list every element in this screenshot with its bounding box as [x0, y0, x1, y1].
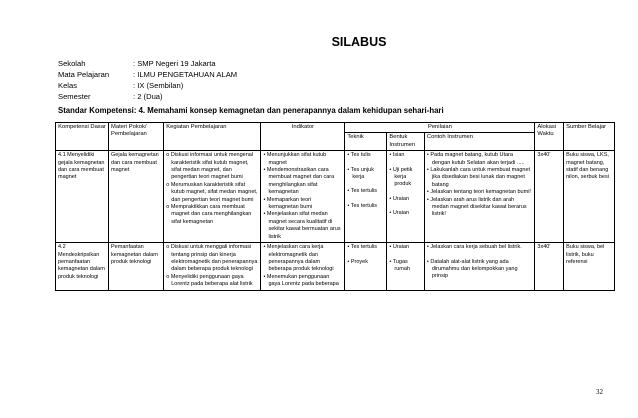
info-key: Semester [58, 92, 91, 101]
info-key: Kelas [58, 81, 77, 90]
info-row-semester [58, 91, 237, 102]
info-key: Mata Pelajaran [58, 70, 110, 79]
header-kegiatan: Kegiatan Pembelajaran [164, 123, 261, 151]
header-materi: Materi Pokok/ Pembelajaran [109, 123, 164, 151]
kegiatan-cell [164, 151, 261, 243]
info-value: : SMP Negeri 19 Jakarta [133, 59, 216, 68]
header-row [56, 123, 615, 133]
list-item: • Tes unjuk kerja [347, 166, 374, 181]
page-title: SILABUS [331, 35, 387, 49]
list-item: o Menyelidiki penggunaan gaya Lorentz pada beberapa alat listrik [166, 273, 253, 288]
header-kompetensi: Kompetensi Dasar [56, 123, 109, 151]
list-item: • Uraian [389, 244, 410, 251]
indikator-cell [261, 243, 345, 290]
kompetensi-cell: 4.2 Mendeskripsikan pemanfaatan kemagnetan dalam produk teknologi [56, 243, 109, 290]
bentuk-cell [387, 243, 425, 290]
list-item: o Diskusi informasi untuk mengenal karakteristik sifat kutub magnet, sifat medan magnet, dan pengertian teori magnet bumi [166, 152, 254, 181]
standar-kompetensi: Standar Kompetensi: 4. Memahami konsep kemagnetan dan penerapannya dalam kehidupan sehari-hari [58, 106, 444, 115]
list-item: • Pada magnet batang, kutub Utara dengan kutub Selatan akan terjadi ..... [426, 152, 525, 166]
syllabus-table [55, 122, 615, 291]
list-item: • Uraian [389, 210, 410, 217]
alokasi-cell: 3x40' [535, 243, 564, 290]
list-item: • Memaparkan teori kemagnetan bumi [263, 196, 313, 211]
list-item: • Mendemonstrasikan cara membuat magnet dan cara menghilangkan sifat kemagnetan [263, 167, 335, 196]
list-item: • Menjelaskan sifat medan magnet secara kualitatif di sekitar kawat bermuatan arus listrik [263, 211, 341, 240]
teknik-cell [345, 243, 387, 290]
info-value: : IX (Sembilan) [133, 81, 184, 90]
header-penilaian: Penilaian [345, 123, 535, 133]
teknik-cell [345, 151, 387, 243]
table-row [56, 243, 615, 290]
list-item: • Uraian [389, 195, 410, 202]
materi-cell: Pemanfaatan kemagnetan dalam produk teknologi [109, 243, 164, 290]
list-item: • Tes tertulis [347, 202, 378, 209]
list-item: • Tes tertulis [347, 244, 378, 251]
list-item: • Jelaskan arah arus listrik dan arah medan magnet disekitar kawat berarus listrik! [426, 196, 527, 218]
list-item: • Uji petik kerja produk [389, 166, 413, 188]
info-row-sekolah [58, 58, 237, 69]
info-value: : 2 (Dua) [133, 92, 163, 101]
sumber-cell: Buku siswa, LKS, magnet batang, statif dan benang nilon, serbuk besi [564, 151, 615, 243]
page-number: 32 [596, 388, 603, 396]
info-row-mapel [58, 69, 237, 80]
contoh-cell [424, 151, 535, 243]
kegiatan-cell [164, 243, 261, 290]
list-item: o Merumuskan karakteristik sifat kutub magnet, sifat medan magnet, dan pengertian teori magnet bumi [166, 181, 258, 203]
school-info [58, 58, 237, 102]
header-sumber: Sumber Belajar [564, 123, 615, 151]
list-item: • Isian [389, 152, 405, 159]
contoh-cell [424, 243, 535, 290]
header-indikator: Indikator [261, 123, 345, 151]
list-item: • Tes tertulis [347, 188, 378, 195]
list-item: • Jelaskan cara kerja sebuah bel listrik. [426, 244, 522, 251]
list-item: o Mempraktikkan cara membuat magnet dan cara menghilangkan sifat kemagnetan [166, 204, 252, 225]
header-bentuk: Bentuk Instrumen [387, 133, 425, 151]
list-item: • Menjelaskan cara kerja elektromagnetik dan penerapannya dalam beberapa produk teknologi [263, 244, 334, 273]
materi-cell: Gejala kemagnetan dan cara membuat magnet [109, 151, 164, 243]
bentuk-cell [387, 151, 425, 243]
info-value: : ILMU PENGETAHUAN ALAM [133, 70, 238, 79]
list-item: • Tes tulis [347, 152, 371, 159]
header-contoh: Contoh Instrumen [424, 133, 535, 151]
indikator-cell [261, 151, 345, 243]
sumber-cell: Buku siswa, bel listrik, buku referensi [564, 243, 615, 290]
list-item: • Menunjukkan sifat kutub magnet [263, 152, 327, 166]
list-item: • Tugas rumah [389, 258, 410, 272]
list-item: • Datalah alat-alat listrik yang ada dirumahmu dan kelompokkan yang prinsip [426, 258, 518, 280]
header-teknik: Teknik [345, 133, 387, 151]
info-key: Sekolah [58, 59, 86, 68]
alokasi-cell: 3x40' [535, 151, 564, 243]
list-item: • Lakukanlah cara untuk membuat magnet jika disediakan besi lunak dan magnet batang [426, 167, 531, 188]
list-item: • Jelaskan tentang teori kemagnetan bumi! [426, 189, 531, 196]
info-row-kelas [58, 80, 237, 91]
list-item: • Proyek [347, 258, 368, 265]
kompetensi-cell: 4.1 Menyelidiki gejala kemagnetan dan cara membuat magnet [56, 151, 109, 243]
header-alokasi: Alokasi Waktu [535, 123, 564, 151]
table-row [56, 151, 615, 243]
list-item: o Diskusi untuk menggali informasi tentang prinsip dan kinerja elektromagnetik dan penerapannya dalam beberapa produk teknologi [166, 244, 258, 273]
list-item: • Menemukan penggunaan gaya Lorentz pada beberapa [263, 273, 339, 288]
